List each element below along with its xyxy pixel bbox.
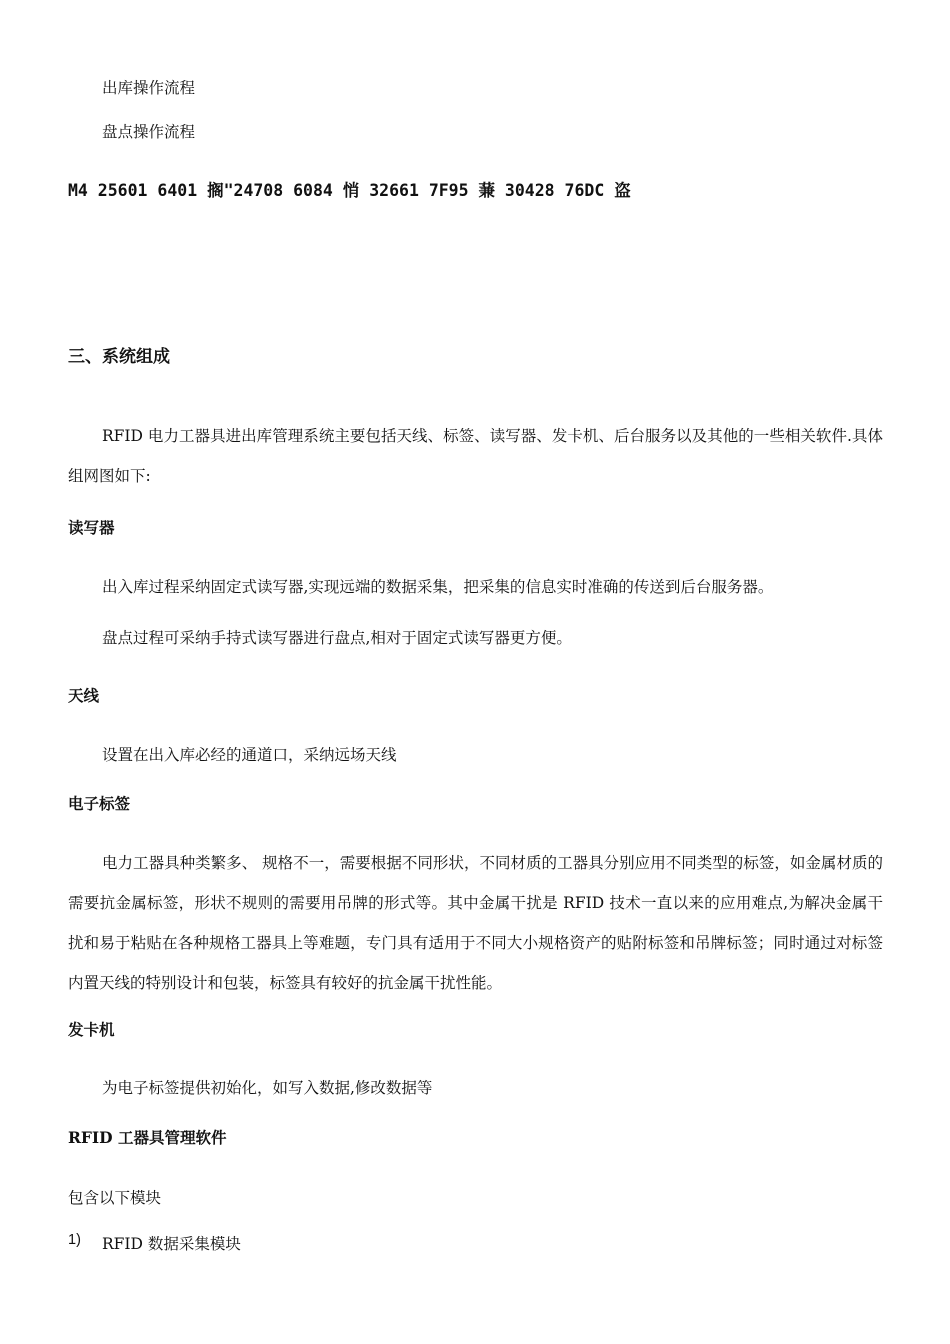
section-title: 三、系统组成 [68,347,170,367]
reader-paragraph-2: 盘点过程可采纳手持式读写器进行盘点,相对于固定式读写器更方便。 [102,629,572,647]
software-heading: RFID 工器具管理软件 [68,1128,227,1147]
reader-paragraph-1: 出入库过程采纳固定式读写器,实现远端的数据采集，把采集的信息实时准确的传送到后台服务器。 [102,578,774,596]
section-intro: RFID 电力工器具进出库管理系统主要包括天线、标签、读写器、发卡机、后台服务以及其他的一些相关软件.具体组网图如下: [68,427,883,485]
tag-paragraph: 电力工器具种类繁多、 规格不一，需要根据不同形状，不同材质的工器具分别应用不同类型的标签，如金属材质的需要抗金属标签，形状不规则的需要用吊牌的形式等。其中金属干扰是 RFID 技术一直以来的应用难点,为解决金属干扰和易于粘贴在各种规格工器具上等难题，专门具有适用于不同大小规格资产的贴附标签和吊牌标签；同时通过对标签内置天线的特别设计和包装，标签具有较好的抗金属干扰性能。 [68,854,883,992]
card-issuer-heading: 发卡机 [68,1021,115,1039]
list-item-text: RFID 数据采集模块 [102,1235,241,1253]
toc-item-outbound: 出库操作流程 [102,79,196,97]
toc-item-inventory: 盘点操作流程 [102,123,196,141]
tag-heading: 电子标签 [68,795,131,813]
software-intro: 包含以下模块 [68,1189,162,1207]
list-item-number: 1) [68,1232,81,1248]
antenna-paragraph: 设置在出入库必经的通道口，采纳远场天线 [102,746,397,764]
garbled-code-line: M4 25601 6401 搁"24708 6084 悄 32661 7F95 蒹 30428 76DC 盗 [68,181,631,200]
card-issuer-paragraph: 为电子标签提供初始化，如写入数据,修改数据等 [102,1079,433,1097]
antenna-heading: 天线 [68,687,100,705]
reader-heading: 读写器 [68,519,115,537]
